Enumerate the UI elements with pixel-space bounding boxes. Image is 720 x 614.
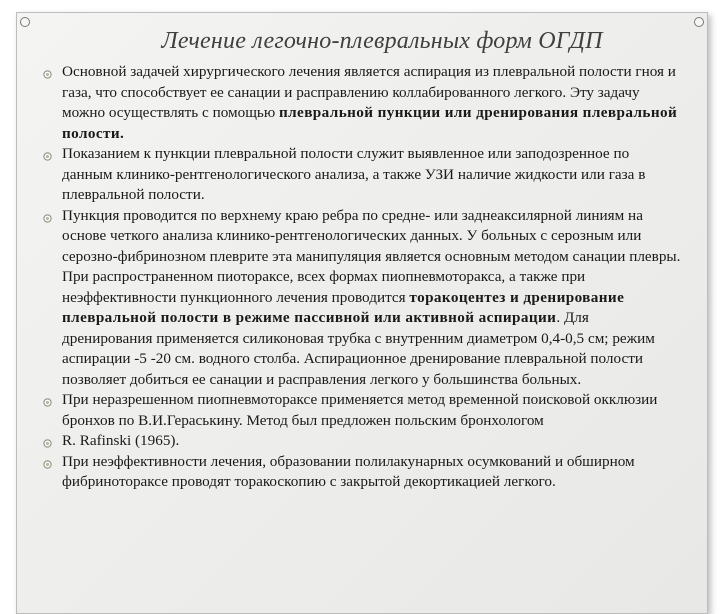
list-item (43, 390, 683, 431)
circle-bullet-icon (43, 70, 52, 79)
item-text: Пункция проводится по верхнему краю ребра по средне- или заднеаксилярной линиям на основе четкого анализа клинико-рентгенологических данных. У больных с серозным или серозно-фибринозном плеврите эта манипуляция является основным методом санации плевры. При распространенном пиотораксе, всех формах пиопневмоторакса, а также при неэффективности пункционного лечения проводится (62, 206, 681, 306)
circle-bullet-icon (43, 460, 52, 469)
bullet-list (43, 62, 683, 493)
item-text: R. Rafinski (1965). (62, 432, 180, 449)
list-item (43, 62, 683, 144)
item-bold-text: плевральной пункции или дренирования плевральной полости (62, 104, 678, 142)
item-text: При неэффективности лечения, образовании полилакунарных осумкований и обширном фибринотораксе проводят торакоскопию с закрытой декортикацией легкого. (62, 452, 635, 490)
item-text: При неразрешенном пиопневмотораксе применяется метод временной поисковой окклюзии бронхов по В.И.Гераськину. Метод был предложен польским бронхологом (62, 391, 658, 429)
item-text-end: . (120, 124, 125, 142)
circle-bullet-icon (43, 214, 52, 223)
circle-bullet-icon (43, 439, 52, 448)
item-text: Показанием к пункции плевральной полости служит выявленное или заподозренное по данным клинико-рентгенологического анализа, а также УЗИ наличие жидкости или газа в плевральной полости. (62, 145, 646, 203)
list-item (43, 206, 683, 391)
list-item (43, 431, 683, 452)
item-bold-text: торакоцентез и дренирование плевральной полости в режиме пассивной или активной аспирации (62, 288, 625, 326)
list-item (43, 144, 683, 206)
item-text-end: . Для дренирования применяется силиконовая трубка с внутренним диаметром 0,4-0,5 см; режим аспирации -5 -20 см. водного столба. Аспирационное дренирование плевральной полости позволяет добиться ее санации и расправления легкого у большинства больных. (62, 309, 655, 388)
item-text: Основной задачей хирургического лечения является аспирация из плевральной полости гноя и газа, что способствует ее санации и расправлению коллабированного легкого. Эту задачу можно осуществлять с помощью (62, 63, 676, 121)
slide-title: Лечение легочно-плевральных форм ОГДП (161, 28, 603, 54)
corner-circle-icon (20, 17, 30, 27)
slide (16, 12, 708, 614)
circle-bullet-icon (43, 398, 52, 407)
corner-circle-icon (694, 17, 704, 27)
circle-bullet-icon (43, 152, 52, 161)
list-item (43, 452, 683, 493)
